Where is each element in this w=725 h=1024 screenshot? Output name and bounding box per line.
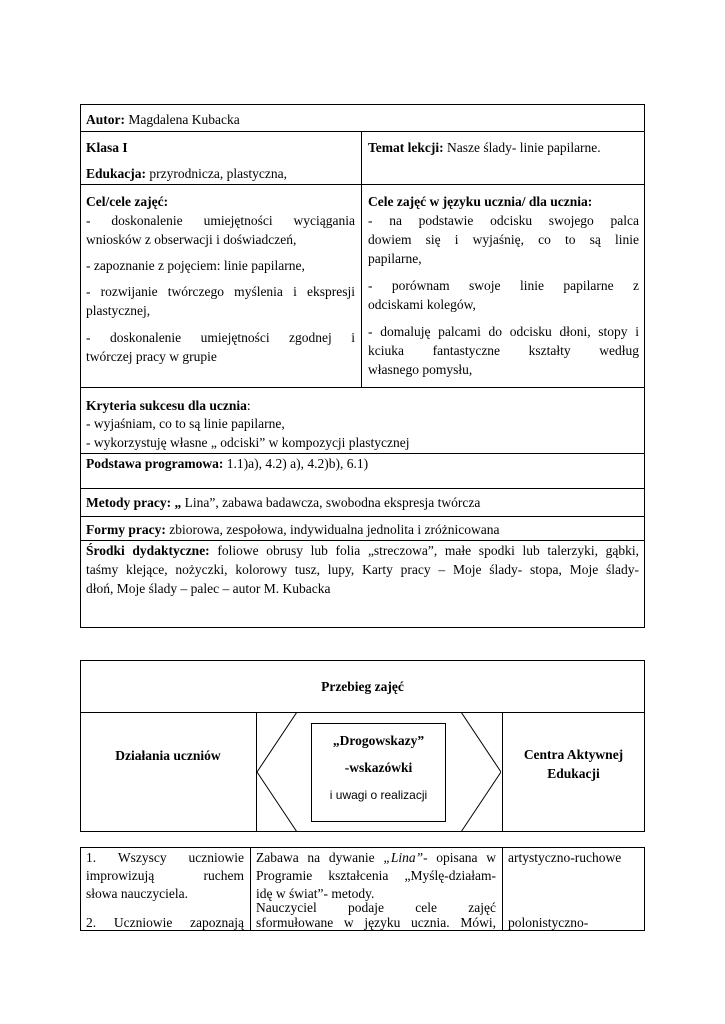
means-line: Środki dydaktyczne: foliowe obrusy lub folia „streczowa”, małe spodki lub talerzyki, gąbki, [86,543,639,558]
forms-row [86,520,500,539]
course-title: Przebieg zajęć [321,679,404,694]
column-divider [250,847,251,931]
signpost-note: i uwagi o realizacji [329,788,428,802]
step-line: 1. Wszyscy uczniowie [86,850,244,865]
methods-label: Metody pracy: „ [86,495,182,510]
divider [80,184,645,185]
student-goal-line: - na podstawie odcisku swojego palca [368,213,639,228]
methods-value: Lina”, zabawa badawcza, swobodna ekspresja twórcza [181,495,481,510]
program-basis-label: Podstawa programowa: [86,456,224,471]
step-line: 2. Uczniowie zapoznają [86,915,244,930]
author-row [86,110,240,129]
column-divider [361,131,362,387]
criteria-line: - wykorzystuję własne „ odciski” w kompozycji plastycznej [86,435,410,450]
forms-label: Formy pracy: [86,522,166,537]
divider [80,516,645,517]
step-desc-line: Programie kształcenia „Myślę-działam- [256,868,496,883]
education-label: Edukacja: [86,166,147,181]
goals-label: Cel/cele zajęć: [86,194,169,209]
topic-value: Nasze ślady- linie papilarne. [443,140,601,155]
step-desc-line: idę w świat”- metody. [256,886,375,901]
means-line: taśmy klejące, nożyczki, kolorowy tusz, lupy, Karty pracy – Moje ślady- stopa, Moje ślady- [86,562,639,577]
program-basis-row [86,454,368,473]
forms-value: zbiorowa, zespołowa, indywidualna jednolita i zróżnicowana [165,522,500,537]
signpost-subtitle: -wskazówki [344,760,413,775]
divider [80,131,645,132]
class-label: Klasa I [86,140,128,155]
means-label: Środki dydaktyczne: [86,543,210,558]
goal-line: - rozwijanie twórczego myślenia i ekspresji [86,284,355,299]
step-desc-line: sformułowane w języku ucznia. Mówi, [256,915,496,930]
goal-line: - doskonalenie umiejętności wyciągania [86,213,355,228]
centers-header-line2: Edukacji [547,766,600,781]
step-line: improwizują ruchem [86,868,244,883]
goal-line: plastycznej, [86,303,151,318]
student-goal-line: kciuka fantastyczne kształty według [368,343,639,358]
topic-row [368,138,601,157]
signpost-title: „Drogowskazy” [332,733,425,748]
student-goal-line: dowiem się i wyjaśnię, co to są linie [368,232,639,247]
goal-line: wniosków z obserwacji i doświadczeń, [86,232,297,247]
center-name: polonistyczno- [508,915,589,930]
methods-row [86,493,480,512]
step-desc-line: Nauczyciel podaje cele zajęć [256,900,496,915]
criteria-label: Kryteria sukcesu dla ucznia: [86,398,251,413]
program-basis-value: 1.1)a), 4.2) a), 4.2)b), 6.1) [223,456,369,471]
students-header: Działania uczniów [115,748,221,763]
goal-line: - zapoznanie z pojęciem: linie papilarne, [86,258,305,273]
goal-line: - doskonalenie umiejętności zgodnej i [86,330,355,345]
author-value: Magdalena Kubacka [125,112,240,127]
step-desc-line: Zabawa na dywanie „Lina”- opisana w [256,850,497,865]
education-row [86,164,287,183]
step-line: słowa nauczyciela. [86,886,188,901]
student-goal-line: własnego pomysłu, [368,362,473,377]
author-label: Autor: [86,112,125,127]
column-divider [502,847,503,931]
centers-header: Centra Aktywnej [523,747,624,762]
student-goal-line: - porównam swoje linie papilarne z [368,278,639,293]
topic-label: Temat lekcji: [368,140,444,155]
student-goals-label: Cele zajęć w języku ucznia/ dla ucznia: [368,194,593,209]
student-goal-line: - domaluję palcami do odcisku dłoni, stopy i [368,324,639,339]
divider [80,387,645,388]
criteria-line: - wyjaśniam, co to są linie papilarne, [86,416,285,431]
center-name: artystyczno-ruchowe [508,850,622,865]
goal-line: twórczej pracy w grupie [86,349,217,364]
means-line: dłoń, Moje ślady – palec – autor M. Kubacka [86,581,331,596]
student-goal-line: papilarne, [368,251,422,266]
divider [80,488,645,489]
education-value: przyrodnicza, plastyczna, [146,166,287,181]
student-goal-line: odciskami kolegów, [368,297,476,312]
